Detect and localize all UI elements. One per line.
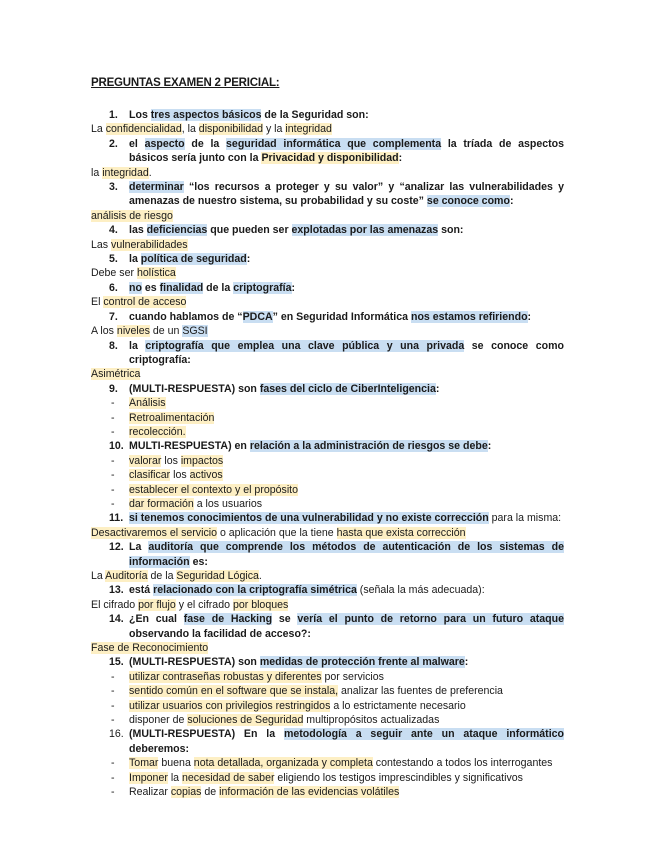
- bullet-item: - clasificar los activos: [111, 469, 223, 482]
- answer-14: Fase de Reconocimiento: [91, 642, 209, 655]
- question-number: 3.: [109, 181, 118, 194]
- answer-5: Debe ser holística: [91, 267, 176, 280]
- answer-8: Asimétrica: [91, 368, 141, 381]
- bullet-item: - sentido común en el software que se instala, analizar las fuentes de preferencia: [111, 685, 503, 698]
- bullet-item: - recolección.: [111, 425, 186, 438]
- question-3: 3. determinar “los recursos a proteger y su valor” y “analizar las vulnerabilidades y amenazas de nuestro sistema, su probabilidad y su coste” se conoce como:: [109, 181, 564, 208]
- question-5: 5. la política de seguridad:: [109, 253, 251, 266]
- question-number: 12.: [109, 541, 124, 554]
- question-number: 11.: [109, 512, 124, 525]
- question-16: 16. (MULTI-RESPUESTA) En la metodología a seguir ante un ataque informático deberemos:: [109, 728, 565, 755]
- question-list: [0, 108, 655, 800]
- bullet-item: - Tomar buena nota detallada, organizada y completa contestando a todos los interrogantes: [111, 757, 553, 770]
- question-7: 7. cuando hablamos de “PDCA” en Seguridad Informática nos estamos refiriendo:: [109, 310, 532, 323]
- question-number: 13.: [109, 584, 124, 597]
- question-number: 14.: [109, 613, 124, 626]
- question-8: 8. la criptografía que emplea una clave pública y una privada se conoce como criptografía:: [109, 339, 564, 366]
- bullet-item: - Realizar copias de información de las evidencias volátiles: [111, 786, 400, 799]
- question-12: 12. La auditoría que comprende los métodos de autenticación de los sistemas de información es:: [109, 541, 564, 568]
- page-title: PREGUNTAS EXAMEN 2 PERICIAL:: [91, 77, 280, 89]
- question-15: 15. (MULTI-RESPUESTA) son medidas de protección frente al malware:: [109, 656, 469, 669]
- answer-12: La Auditoría de la Seguridad Lógica.: [91, 570, 262, 582]
- answer-1: La confidencialidad, la disponibilidad y la integridad: [91, 123, 332, 136]
- question-6: 6. no es finalidad de la criptografía:: [109, 281, 296, 294]
- question-number: 4.: [109, 224, 118, 237]
- question-1: 1. Los tres aspectos básicos de la Seguridad son:: [109, 109, 369, 121]
- bullet-item: - Imponer la necesidad de saber eligiendo los testigos imprescindibles y significativos: [111, 771, 523, 784]
- question-number: 1.: [109, 109, 118, 121]
- bullet-item: - valorar los impactos: [111, 454, 224, 467]
- bullet-item: - disponer de soluciones de Seguridad multipropósitos actualizadas: [111, 714, 440, 727]
- answer-11: Desactivaremos el servicio o aplicación que la tiene hasta que exista corrección: [91, 526, 466, 539]
- question-number: 9.: [109, 382, 118, 395]
- question-10: 10. MULTI-RESPUESTA) en relación a la administración de riesgos se debe:: [109, 440, 492, 453]
- question-number: 16.: [109, 728, 124, 741]
- bullet-item: - utilizar contraseñas robustas y diferentes por servicios: [111, 670, 384, 683]
- question-9: 9. (MULTI-RESPUESTA) son fases del ciclo de CiberInteligencia:: [109, 382, 440, 395]
- answer-3: análisis de riesgo: [91, 209, 173, 222]
- bullet-item: - Retroalimentación: [111, 411, 215, 424]
- question-4: 4. las deficiencias que pueden ser explotadas por las amenazas son:: [109, 224, 464, 237]
- answer-4: Las vulnerabilidades: [91, 238, 188, 251]
- question-number: 2.: [109, 137, 118, 150]
- question-14: 14. ¿En cual fase de Hacking se vería el punto de retorno para un futuro ataque observando la facilidad de acceso?:: [109, 613, 565, 640]
- answer-2: la integridad.: [91, 166, 152, 179]
- bullet-item: - utilizar usuarios con privilegios restringidos a lo estrictamente necesario: [111, 699, 466, 712]
- question-number: 8.: [109, 339, 118, 352]
- question-number: 10.: [109, 440, 124, 453]
- answer-7: A los niveles de un SGSI: [91, 325, 208, 338]
- bullet-item: - dar formación a los usuarios: [111, 497, 263, 510]
- question-13: 13. está relacionado con la criptografía simétrica (señala la más adecuada):: [109, 584, 485, 597]
- question-2: 2. el aspecto de la seguridad informática que complementa la tríada de aspectos básicos sería junto con la Privacidad y disponibilidad:: [109, 137, 565, 165]
- question-number: 6.: [109, 281, 118, 294]
- bullet-item: - establecer el contexto y el propósito: [111, 483, 299, 496]
- question-number: 7.: [109, 310, 118, 323]
- question-number: 15.: [109, 656, 124, 669]
- question-11: 11. si tenemos conocimientos de una vulnerabilidad y no existe corrección para la misma:: [109, 512, 562, 525]
- answer-13: El cifrado por flujo y el cifrado por bloques: [91, 598, 289, 611]
- answer-6: El control de acceso: [91, 296, 187, 309]
- bullet-item: - Análisis: [111, 397, 166, 410]
- question-number: 5.: [109, 253, 118, 266]
